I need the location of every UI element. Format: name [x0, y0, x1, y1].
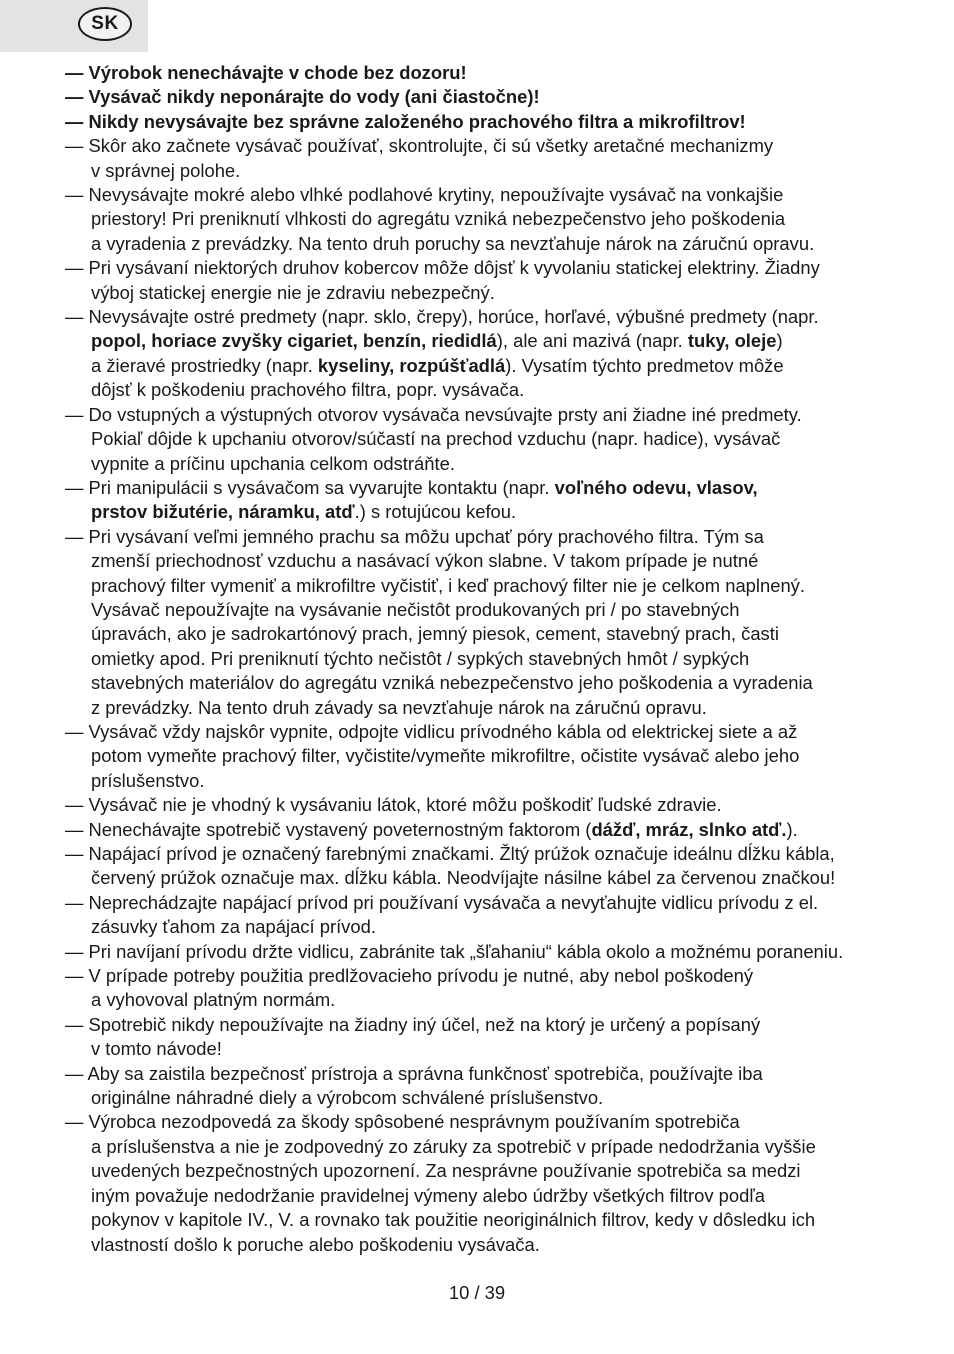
instruction-text: uvedených bezpečnostných upozornení. Za nesprávne používanie spotrebiča sa medzi: [91, 1160, 801, 1182]
instruction-text: Vysávač nie je vhodný k vysávaniu látok, ktoré môžu poškodiť ľudské zdravie.: [88, 794, 722, 816]
language-tab: [0, 0, 148, 52]
bullet-dash: —: [65, 843, 84, 864]
instruction-item: [65, 793, 910, 817]
instruction-item: [65, 842, 910, 891]
instruction-text: Pokiaľ dôjde k upchaniu otvorov/súčastí na prechod vzduchu (napr. hadice), vysávač: [91, 428, 781, 450]
bullet-dash: —: [65, 940, 84, 962]
instruction-text: Nevysávajte mokré alebo vlhké podlahové krytiny, nepoužívajte vysávač na vonkajšie: [88, 184, 784, 206]
instruction-item: [65, 964, 910, 1013]
instruction-text: Vysávač nikdy neponárajte do vody (ani čiastočne)!: [88, 86, 540, 108]
bullet-dash: —: [65, 135, 84, 157]
instruction-text: výboj statickej energie nie je zdraviu nebezpečný.: [91, 281, 495, 303]
bullet-dash: —: [65, 818, 84, 840]
emphasis-text: dážď, mráz, slnko atď.: [591, 818, 787, 840]
instruction-text: zmenší priechodnosť vzduchu a nasávací výkon slabne. V takom prípade je nutné: [91, 550, 759, 572]
page-number: 10 / 39: [448, 1282, 506, 1303]
instruction-text: originálne náhradné diely a výrobcom schválené príslušenstvo.: [91, 1087, 604, 1109]
instruction-text: vlastností došlo k poruche alebo poškodeniu vysávača.: [91, 1233, 540, 1255]
instruction-text: stavebných materiálov do agregátu vzniká nebezpečenstvo jeho poškodenia a vyradenia: [91, 672, 813, 694]
instruction-text: a príslušenstva a nie je zodpovedný zo záruky za spotrebič v prípade nedodržania vyššie: [91, 1135, 816, 1157]
instruction-item: [65, 305, 910, 403]
instruction-text: červený prúžok označuje max. dĺžku kábla. Neodvíjajte násilne kábel za červenou značkou!: [91, 867, 836, 889]
instruction-text: Vysávač nepoužívajte na vysávanie nečistôt produkovaných pri / po stavebných: [91, 598, 740, 620]
instruction-text: príslušenstvo.: [91, 769, 205, 791]
bullet-dash: —: [65, 1062, 84, 1084]
instruction-text: Nikdy nevysávajte bez správne založeného prachového filtra a mikrofiltrov!: [88, 110, 746, 132]
instruction-text: pokynov v kapitole IV., V. a rovnako tak použitie neoriginálnich filtrov, kedy v dôsledku ich: [91, 1209, 816, 1231]
bullet-dash: —: [65, 86, 84, 108]
instruction-item: [65, 403, 910, 476]
instruction-text: Spotrebič nikdy nepoužívajte na žiadny iný účel, než na ktorý je určený a popísaný: [88, 1013, 761, 1035]
instruction-text: ): [776, 330, 783, 352]
bullet-dash: —: [65, 184, 84, 206]
instruction-item: [65, 525, 910, 720]
bullet-dash: —: [65, 965, 84, 987]
bullet-dash: —: [65, 891, 84, 913]
emphasis-text: prstov bižutérie, náramku, atď: [91, 501, 355, 523]
instruction-text: iným považuje nedodržanie pravidelnej výmeny alebo údržby všetkých filtrov podľa: [91, 1184, 765, 1206]
instruction-text: V prípade potreby použitia predlžovacieho prívodu je nutné, aby nebol poškodený: [88, 965, 754, 987]
instruction-text: Napájací prívod je označený farebnými značkami. Žltý prúžok označuje ideálnu dĺžku kábla,: [88, 843, 835, 864]
bullet-dash: —: [65, 306, 84, 328]
instruction-text: z prevádzky. Na tento druh závady sa nevzťahuje nárok na záručnú opravu.: [91, 696, 707, 718]
instruction-text: Výrobok nenechávajte v chode bez dozoru!: [88, 62, 467, 83]
instruction-text: prachový filter vymeniť a mikrofiltre vyčistiť, i keď prachový filter nie je celkom naplnený.: [91, 574, 805, 596]
instruction-item: [65, 476, 910, 525]
instruction-item: [65, 183, 910, 256]
instruction-text: Vysávač vždy najskôr vypnite, odpojte vidlicu prívodného kábla od elektrickej siete a až: [88, 720, 798, 742]
instruction-text: .) s rotujúcou kefou.: [354, 501, 517, 523]
instruction-text: v tomto návode!: [91, 1038, 222, 1060]
instruction-item: [65, 1013, 910, 1062]
bullet-dash: —: [65, 1013, 84, 1035]
instruction-text: ), ale ani mazivá (napr.: [496, 330, 688, 352]
safety-instructions-list: [65, 61, 910, 1257]
instruction-item: [65, 85, 910, 109]
instruction-text: Pri navíjaní prívodu držte vidlicu, zabránite tak „šľahaniu“ kábla okolo a možnému poraneniu.: [88, 940, 844, 962]
instruction-text: Skôr ako začnete vysávač používať, skontrolujte, či sú všetky aretačné mechanizmy: [88, 135, 774, 157]
instruction-item: [65, 818, 910, 842]
instruction-text: Nevysávajte ostré predmety (napr. sklo, črepy), horúce, horľavé, výbušné predmety (napr.: [88, 306, 819, 328]
instruction-text: Neprechádzajte napájací prívod pri používaní vysávača a nevyťahujte vidlicu prívodu z el.: [88, 891, 819, 913]
instruction-text: úpravách, ako je sadrokartónový prach, jemný piesok, cement, stavebný prach, časti: [91, 623, 779, 645]
instruction-text: ).: [786, 818, 798, 840]
instruction-item: [65, 1062, 910, 1111]
instruction-item: [65, 891, 910, 940]
instruction-text: a žieravé prostriedky (napr.: [91, 354, 318, 376]
instruction-text: a vyhovoval platným normám.: [91, 989, 336, 1011]
language-badge: SK: [78, 7, 132, 41]
emphasis-text: kyseliny, rozpúšťadlá: [317, 354, 506, 376]
instruction-text: v správnej polohe.: [91, 159, 241, 181]
instruction-text: dôjsť k poškodeniu prachového filtra, popr. vysávača.: [91, 379, 525, 401]
instruction-text: ). Vysatím týchto predmetov môže: [505, 354, 784, 376]
instruction-text: Výrobca nezodpovedá za škody spôsobené nesprávnym používaním spotrebiča: [88, 1111, 740, 1133]
instruction-text: Do vstupných a výstupných otvorov vysávača nevsúvajte prsty ani žiadne iné predmety.: [88, 403, 802, 425]
bullet-dash: —: [65, 525, 84, 547]
bullet-dash: —: [65, 110, 84, 132]
bullet-dash: —: [65, 794, 84, 816]
bullet-dash: —: [65, 476, 84, 498]
emphasis-text: tuky, oleje: [687, 330, 777, 352]
bullet-dash: —: [65, 403, 84, 425]
bullet-dash: —: [65, 1111, 84, 1133]
instruction-text: potom vymeňte prachový filter, vyčistite/vymeňte mikrofiltre, očistite vysávač alebo jeho: [91, 745, 800, 767]
instruction-text: priestory! Pri preniknutí vlhkosti do agregátu vzniká nebezpečenstvo jeho poškodenia: [91, 208, 786, 230]
instruction-item: [65, 110, 910, 134]
instruction-text: a vyradenia z prevádzky. Na tento druh poruchy sa nevzťahuje nárok na záručnú opravu.: [91, 232, 815, 254]
instruction-text: Pri vysávaní veľmi jemného prachu sa môžu upchať póry prachového filtra. Tým sa: [88, 525, 764, 547]
instruction-item: [65, 134, 910, 183]
instruction-text: Aby sa zaistila bezpečnosť prístroja a správna funkčnosť spotrebiča, používajte iba: [87, 1062, 763, 1084]
instruction-item: [65, 256, 910, 305]
instruction-text: vypnite a príčinu upchania celkom odstráňte.: [91, 452, 455, 474]
instruction-text: Nenechávajte spotrebič vystavený poveternostným faktorom (: [88, 818, 592, 840]
instruction-item: [65, 61, 910, 85]
instruction-text: Pri vysávaní niektorých druhov kobercov môže dôjsť k vyvolaniu statickej elektriny. Žiadny: [88, 257, 820, 279]
instruction-item: [65, 720, 910, 793]
emphasis-text: popol, horiace zvyšky cigariet, benzín, riedidlá: [91, 330, 497, 352]
instruction-item: [65, 940, 910, 964]
bullet-dash: —: [65, 257, 84, 279]
emphasis-text: voľného odevu, vlasov,: [554, 476, 758, 498]
bullet-dash: —: [65, 720, 84, 742]
bullet-dash: —: [65, 62, 84, 83]
instruction-text: omietky apod. Pri preniknutí týchto nečistôt / sypkých stavebných hmôt / sypkých: [91, 647, 750, 669]
instruction-text: Pri manipulácii s vysávačom sa vyvarujte kontaktu (napr.: [88, 476, 555, 498]
instruction-text: zásuvky ťahom za napájací prívod.: [91, 916, 376, 938]
instruction-item: [65, 1110, 910, 1256]
